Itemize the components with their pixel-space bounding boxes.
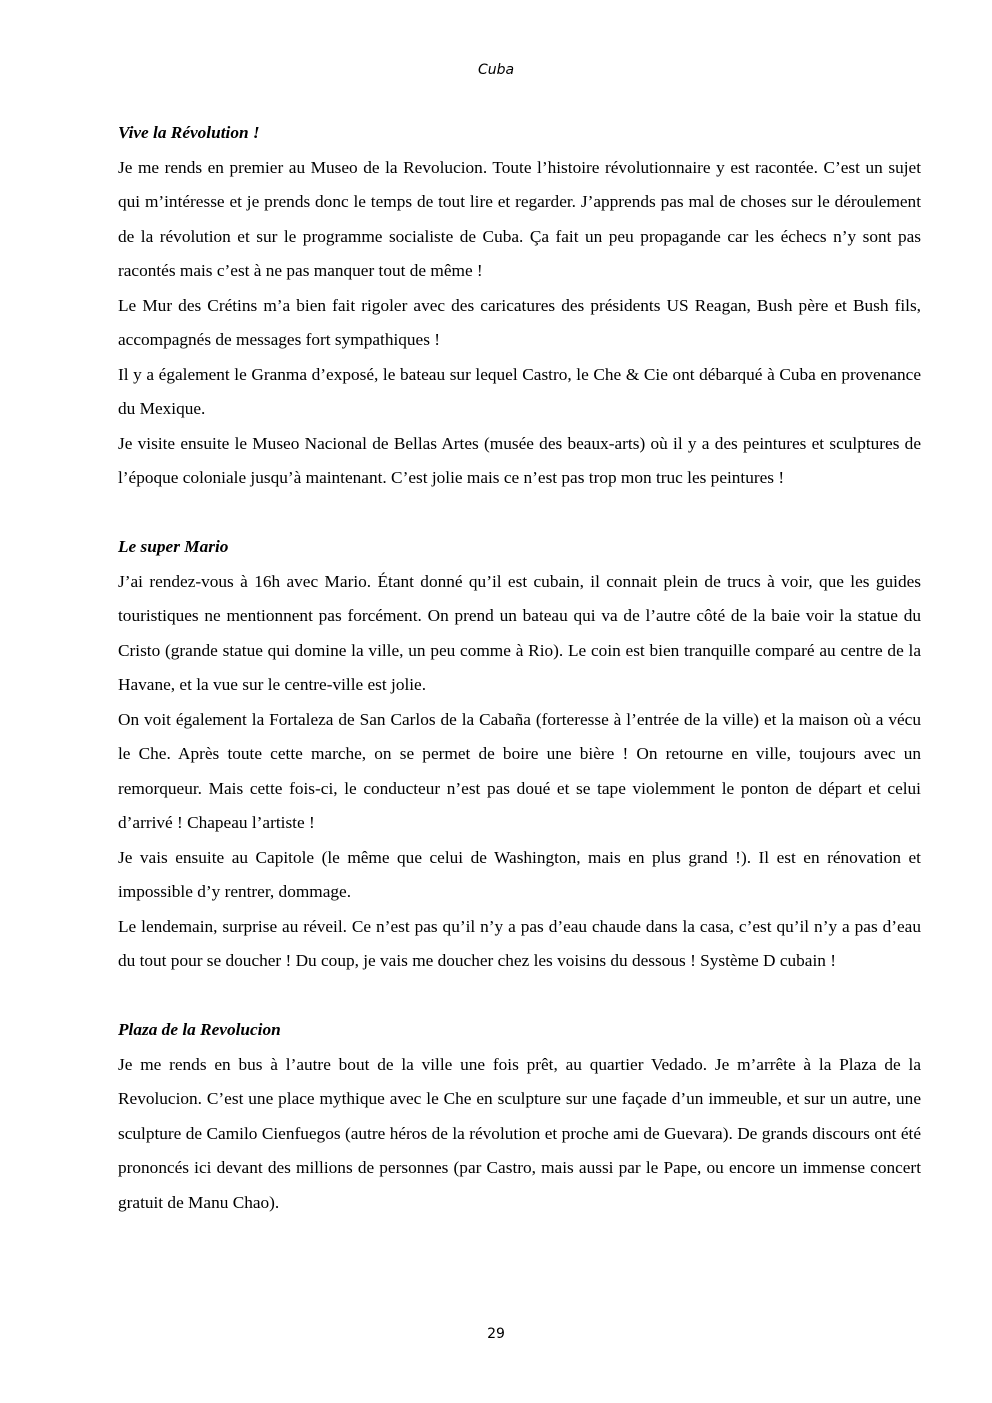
section-vive-la-revolution: [118, 116, 921, 496]
paragraph: Je visite ensuite le Museo Nacional de Bellas Artes (musée des beaux-arts) où il y a des peintures et sculptures de l’époque coloniale jusqu’à maintenant. C’est jolie mais ce n’est pas trop mon truc les peintures !: [118, 433, 921, 487]
paragraph: Il y a également le Granma d’exposé, le bateau sur lequel Castro, le Che & Cie ont débarqué à Cuba en provenance du Mexique.: [118, 364, 921, 418]
section-title: Plaza de la Revolucion: [118, 1020, 281, 1039]
section-spacer: [118, 979, 921, 1014]
section-le-super-mario: [118, 530, 921, 979]
page-content: [118, 116, 921, 1220]
section-title: Le super Mario: [118, 537, 229, 556]
running-header: Cuba: [477, 62, 515, 78]
page-number: 29: [487, 1326, 505, 1342]
paragraph: J’ai rendez-vous à 16h avec Mario. Étant donné qu’il est cubain, il connait plein de trucs à voir, que les guides touristiques ne mentionnent pas forcément. On prend un bateau qui va de l’autre côté de la baie voir la statue du Cristo (grande statue qui domine la ville, un peu comme à Rio). Le coin est bien tranquille comparé au centre de la Havane, et la vue sur le centre-ville est jolie.: [118, 571, 921, 694]
section-spacer: [118, 496, 921, 531]
paragraph: Je me rends en premier au Museo de la Revolucion. Toute l’histoire révolutionnaire y est racontée. C’est un sujet qui m’intéresse et je prends donc le temps de tout lire et regarder. J’apprends pas mal de choses sur le déroulement de la révolution et sur le programme socialiste de Cuba. Ça fait un peu propagande car les échecs n’y sont pas racontés mais c’est à ne pas manquer tout de même !: [118, 157, 921, 280]
paragraph: Je me rends en bus à l’autre bout de la ville une fois prêt, au quartier Vedado. Je m’arrête à la Plaza de la Revolucion. C’est une place mythique avec le Che en sculpture sur une façade d’un immeuble, et sur un autre, une sculpture de Camilo Cienfuegos (autre héros de la révolution et proche ami de Guevara). De grands discours ont été prononcés ici devant des millions de personnes (par Castro, mais aussi par le Pape, ou encore un immense concert gratuit de Manu Chao).: [118, 1054, 921, 1212]
section-title: Vive la Révolution !: [118, 123, 260, 142]
paragraph: On voit également la Fortaleza de San Carlos de la Cabaña (forteresse à l’entrée de la ville) et la maison où a vécu le Che. Après toute cette marche, on se permet de boire une bière ! On retourne en ville, toujours avec un remorqueur. Mais cette fois-ci, le conducteur n’est pas doué et se tape violemment le ponton de départ et celui d’arrivé ! Chapeau l’artiste !: [118, 709, 921, 832]
section-plaza-de-la-revolucion: [118, 1013, 921, 1220]
paragraph: Le lendemain, surprise au réveil. Ce n’est pas qu’il n’y a pas d’eau chaude dans la casa, c’est qu’il n’y a pas d’eau du tout pour se doucher ! Du coup, je vais me doucher chez les voisins du dessous ! Système D cubain !: [118, 916, 921, 970]
paragraph: Le Mur des Crétins m’a bien fait rigoler avec des caricatures des présidents US Reagan, Bush père et Bush fils, accompagnés de messages fort sympathiques !: [118, 295, 921, 349]
paragraph: Je vais ensuite au Capitole (le même que celui de Washington, mais en plus grand !). Il est en rénovation et impossible d’y rentrer, dommage.: [118, 847, 921, 901]
